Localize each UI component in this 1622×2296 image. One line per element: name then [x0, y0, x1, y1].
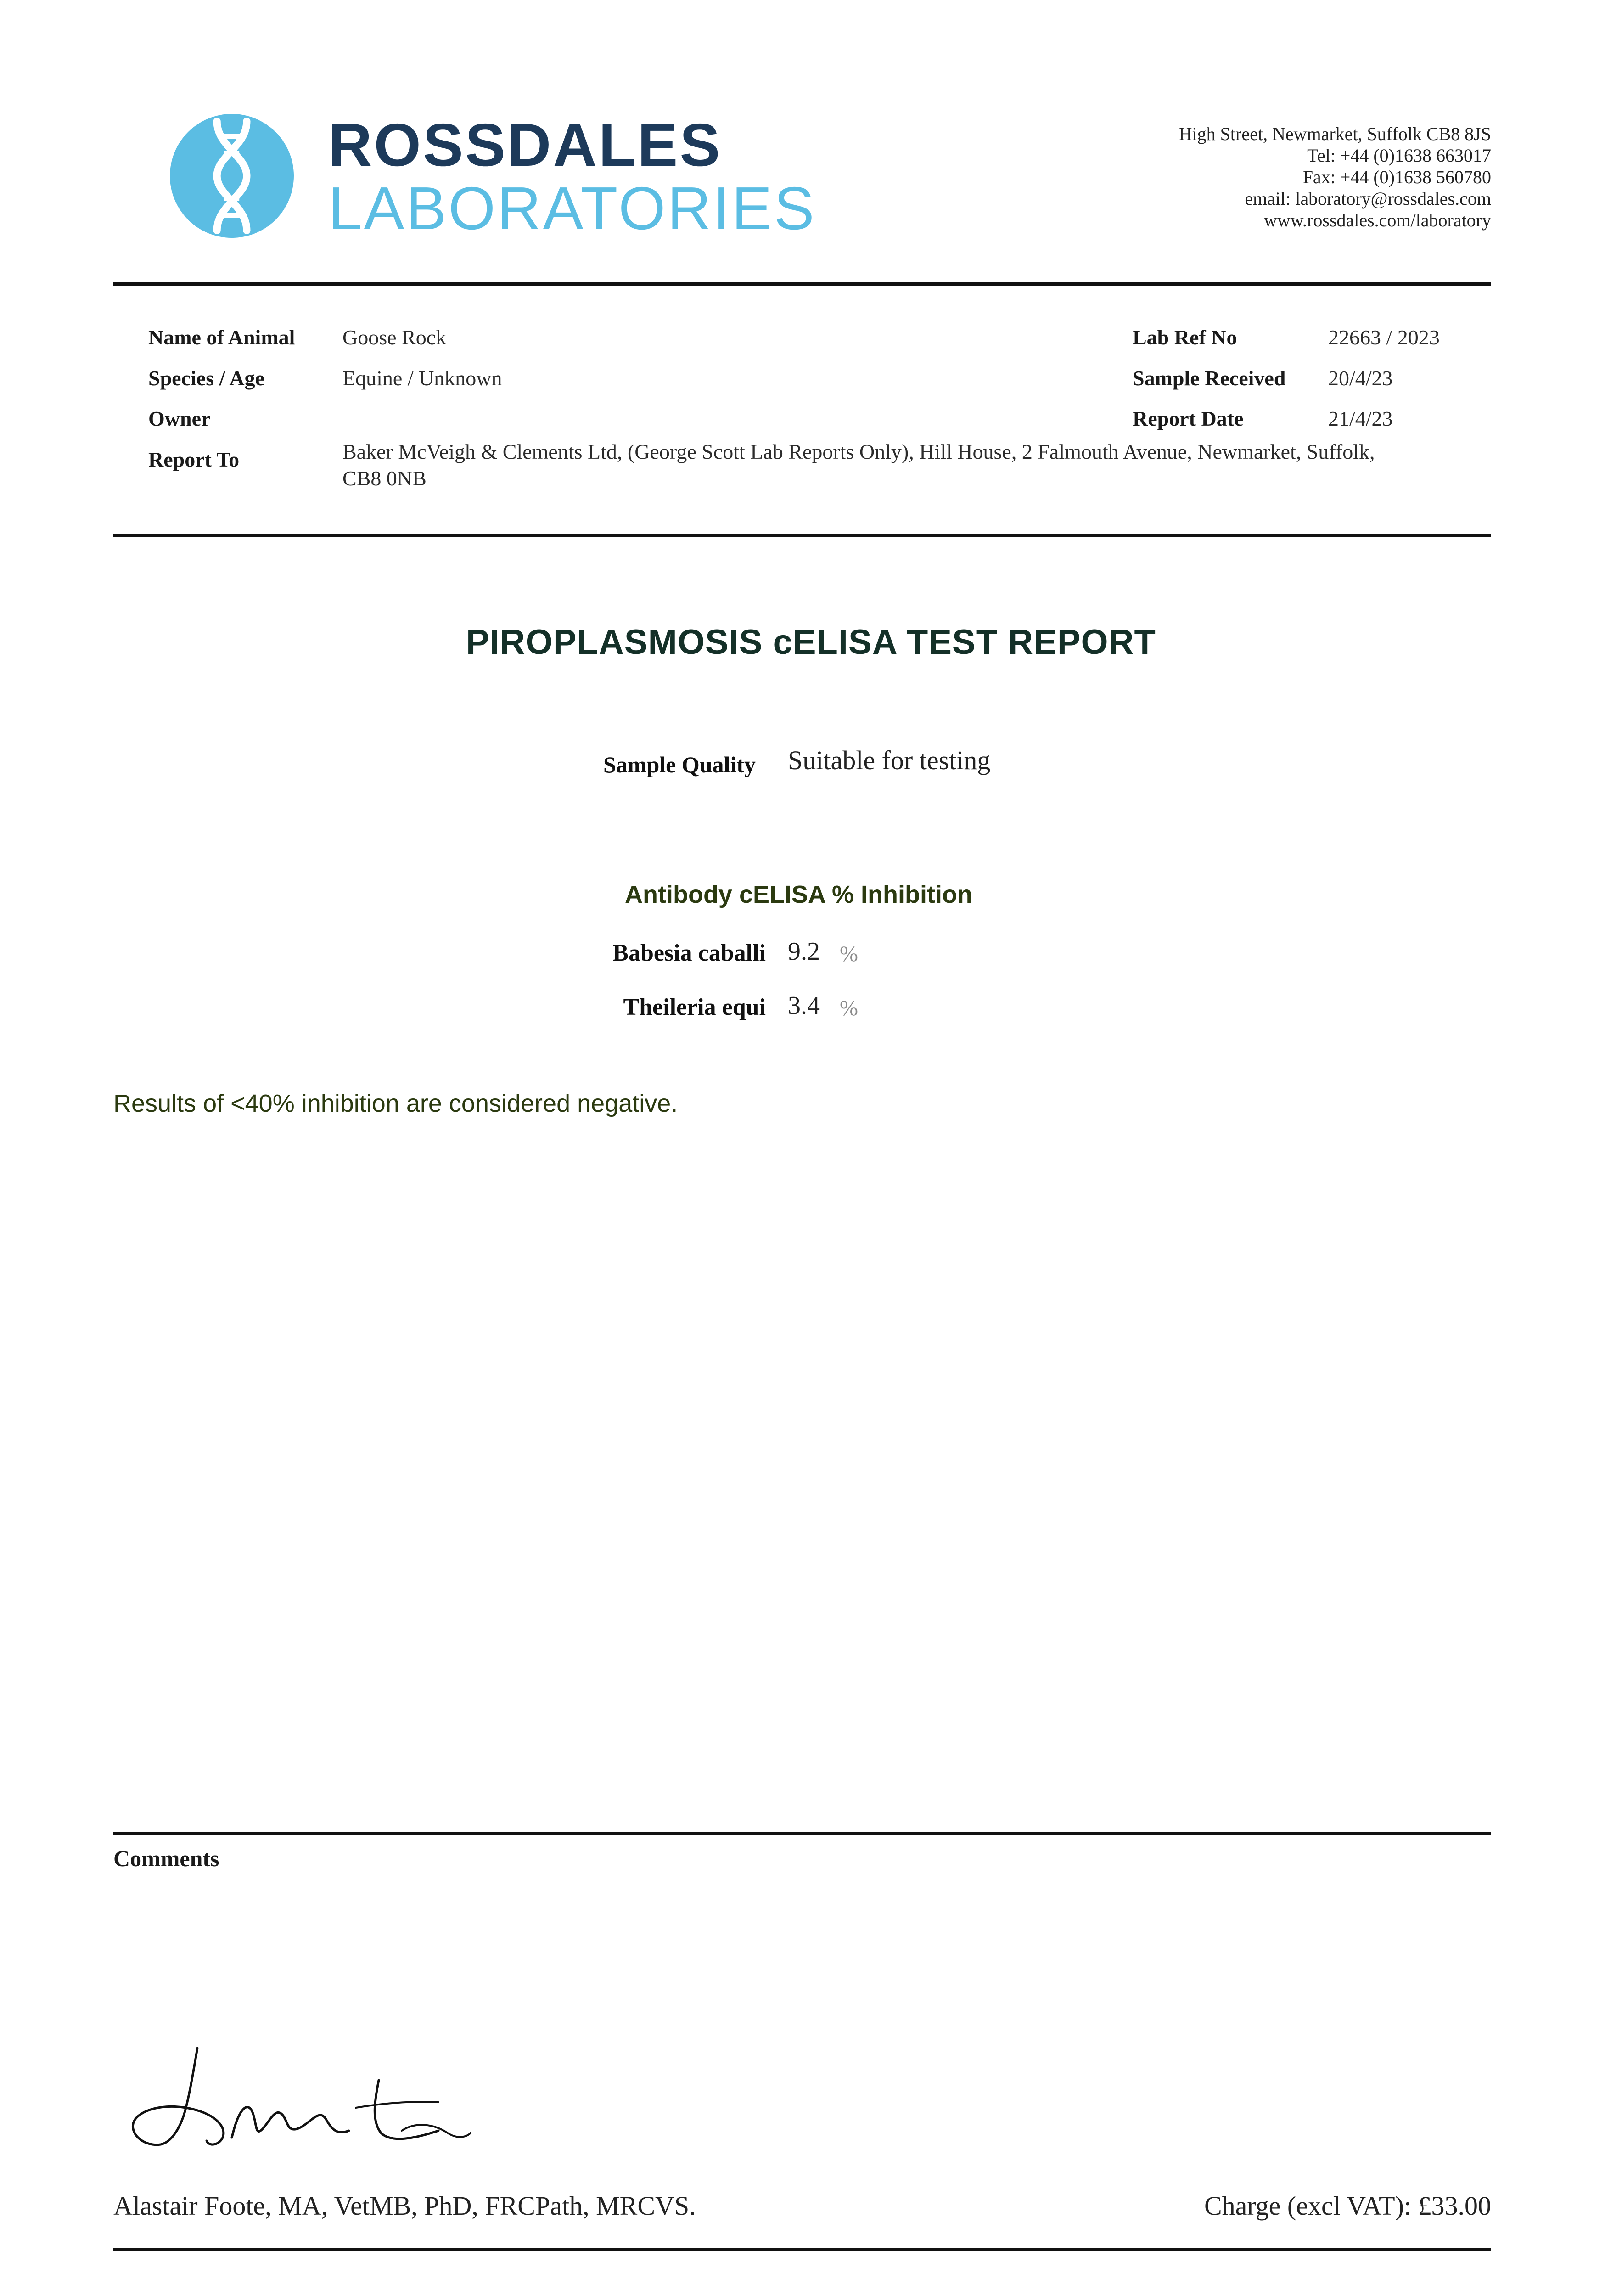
signature-image — [117, 2039, 475, 2158]
report-date-value: 21/4/23 — [1328, 407, 1393, 430]
report-to-line2: CB8 0NB — [342, 467, 427, 490]
name-of-animal-label: Name of Animal — [148, 326, 295, 349]
species-age-value: Equine / Unknown — [342, 366, 502, 390]
theileria-equi-label: Theileria equi — [623, 994, 766, 1020]
lab-ref-label: Lab Ref No — [1133, 326, 1237, 349]
report-date-label: Report Date — [1133, 407, 1244, 430]
signer-name: Alastair Foote, MA, VetMB, PhD, FRCPath, MRCVS. — [113, 2191, 696, 2221]
header-divider — [113, 282, 1491, 286]
info-divider — [113, 534, 1491, 537]
contact-fax: Fax: +44 (0)1638 560780 — [1302, 167, 1491, 187]
sample-received-value: 20/4/23 — [1328, 366, 1393, 390]
antibody-heading: Antibody cELISA % Inhibition — [625, 881, 972, 908]
owner-label: Owner — [148, 407, 211, 430]
contact-block — [1179, 123, 1491, 231]
sample-quality-label: Sample Quality — [603, 752, 756, 777]
brand-name-line1: ROSSDALES — [328, 111, 722, 179]
brand-name-line2: LABORATORIES — [328, 174, 816, 242]
theileria-equi-value: 3.4 — [788, 991, 820, 1020]
name-of-animal-value: Goose Rock — [342, 326, 447, 349]
report-to-label: Report To — [148, 448, 240, 471]
babesia-caballi-value: 9.2 — [788, 937, 820, 966]
sample-quality-value: Suitable for testing — [788, 745, 991, 775]
report-to-line1: Baker McVeigh & Clements Ltd, (George Scott Lab Reports Only), Hill House, 2 Falmouth Avenue, Newmarket, Suffolk, — [342, 440, 1375, 463]
theileria-equi-unit: % — [840, 996, 858, 1020]
footer-divider — [113, 2248, 1491, 2251]
species-age-label: Species / Age — [148, 366, 264, 390]
contact-address: High Street, Newmarket, Suffolk CB8 8JS — [1179, 124, 1491, 144]
charge-amount: Charge (excl VAT): £33.00 — [1204, 2191, 1491, 2221]
sample-received-label: Sample Received — [1133, 366, 1286, 390]
lab-ref-value: 22663 / 2023 — [1328, 326, 1440, 349]
contact-tel: Tel: +44 (0)1638 663017 — [1307, 145, 1491, 166]
comments-label: Comments — [113, 1846, 219, 1871]
babesia-caballi-label: Babesia caballi — [612, 940, 766, 966]
negative-threshold-note: Results of <40% inhibition are considered negative. — [113, 1090, 678, 1117]
report-title: PIROPLASMOSIS cELISA TEST REPORT — [466, 623, 1156, 662]
report-to-value — [342, 439, 1375, 492]
babesia-caballi-unit: % — [840, 942, 858, 966]
comments-divider — [113, 1832, 1491, 1835]
contact-email[interactable]: email: laboratory@rossdales.com — [1245, 188, 1491, 209]
contact-website[interactable]: www.rossdales.com/laboratory — [1263, 210, 1491, 231]
logo-dna-icon — [170, 114, 294, 238]
